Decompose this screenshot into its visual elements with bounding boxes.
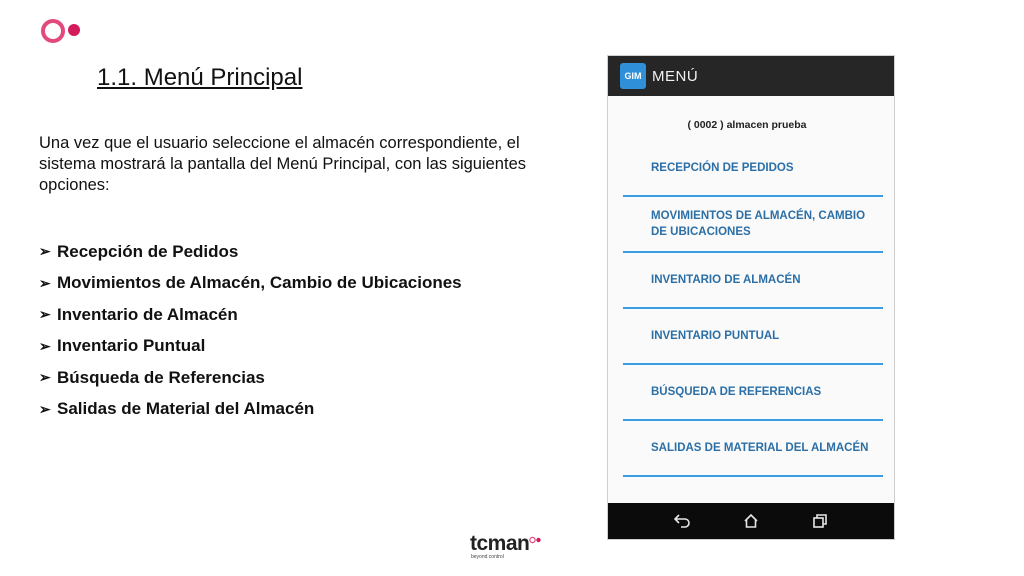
menu-item-inventario-almacen[interactable]: INVENTARIO DE ALMACÉN (623, 253, 883, 309)
list-item: ➢ Movimientos de Almacén, Cambio de Ubicaciones (39, 273, 462, 293)
arrow-bullet-icon: ➢ (39, 274, 51, 291)
intro-paragraph: Una vez que el usuario seleccione el almacén correspondiente, el sistema mostrará la pantalla del Menú Principal, con las siguientes opciones: (39, 134, 526, 194)
list-item: ➢ Salidas de Material del Almacén (39, 399, 315, 419)
arrow-bullet-icon: ➢ (39, 369, 51, 386)
app-bar-title: MENÚ (652, 67, 699, 85)
logo-ring-icon (41, 19, 65, 43)
back-icon[interactable] (672, 511, 692, 531)
menu-item-busqueda-referencias[interactable]: BÚSQUEDA DE REFERENCIAS (623, 365, 883, 421)
menu-item-salidas-material[interactable]: SALIDAS DE MATERIAL DEL ALMACÉN (623, 421, 883, 477)
slide-title: 1.1. Menú Principal (97, 64, 303, 91)
company-logo (41, 17, 85, 45)
arrow-bullet-icon: ➢ (39, 306, 51, 323)
tcman-brand-logo (470, 534, 550, 564)
brand-name: tcman (470, 532, 530, 555)
menu-item-inventario-puntual[interactable]: INVENTARIO PUNTUAL (623, 309, 883, 365)
list-item: ➢ Inventario Puntual (39, 336, 206, 356)
brand-dots-icon (529, 536, 541, 544)
arrow-bullet-icon: ➢ (39, 243, 51, 260)
arrow-bullet-icon: ➢ (39, 337, 51, 354)
app-bar (608, 56, 894, 96)
options-list (39, 236, 462, 425)
main-menu (623, 141, 883, 477)
list-item: ➢ Recepción de Pedidos (39, 241, 239, 261)
home-icon[interactable] (741, 511, 761, 531)
logo-dot-icon (68, 24, 80, 36)
app-logo-icon[interactable]: GIM (620, 63, 646, 89)
brand-tagline: beyond control (471, 554, 504, 560)
android-nav-bar (608, 503, 894, 539)
arrow-bullet-icon: ➢ (39, 400, 51, 417)
recents-icon[interactable] (810, 511, 830, 531)
menu-item-movimientos-almacen[interactable]: MOVIMIENTOS DE ALMACÉN, CAMBIO DE UBICACIONES (623, 197, 883, 253)
menu-item-recepcion-pedidos[interactable]: RECEPCIÓN DE PEDIDOS (623, 141, 883, 197)
phone-screenshot (607, 55, 895, 540)
list-item: ➢ Inventario de Almacén (39, 304, 238, 324)
list-item: ➢ Búsqueda de Referencias (39, 367, 265, 387)
warehouse-label: ( 0002 ) almacen prueba (687, 119, 807, 131)
